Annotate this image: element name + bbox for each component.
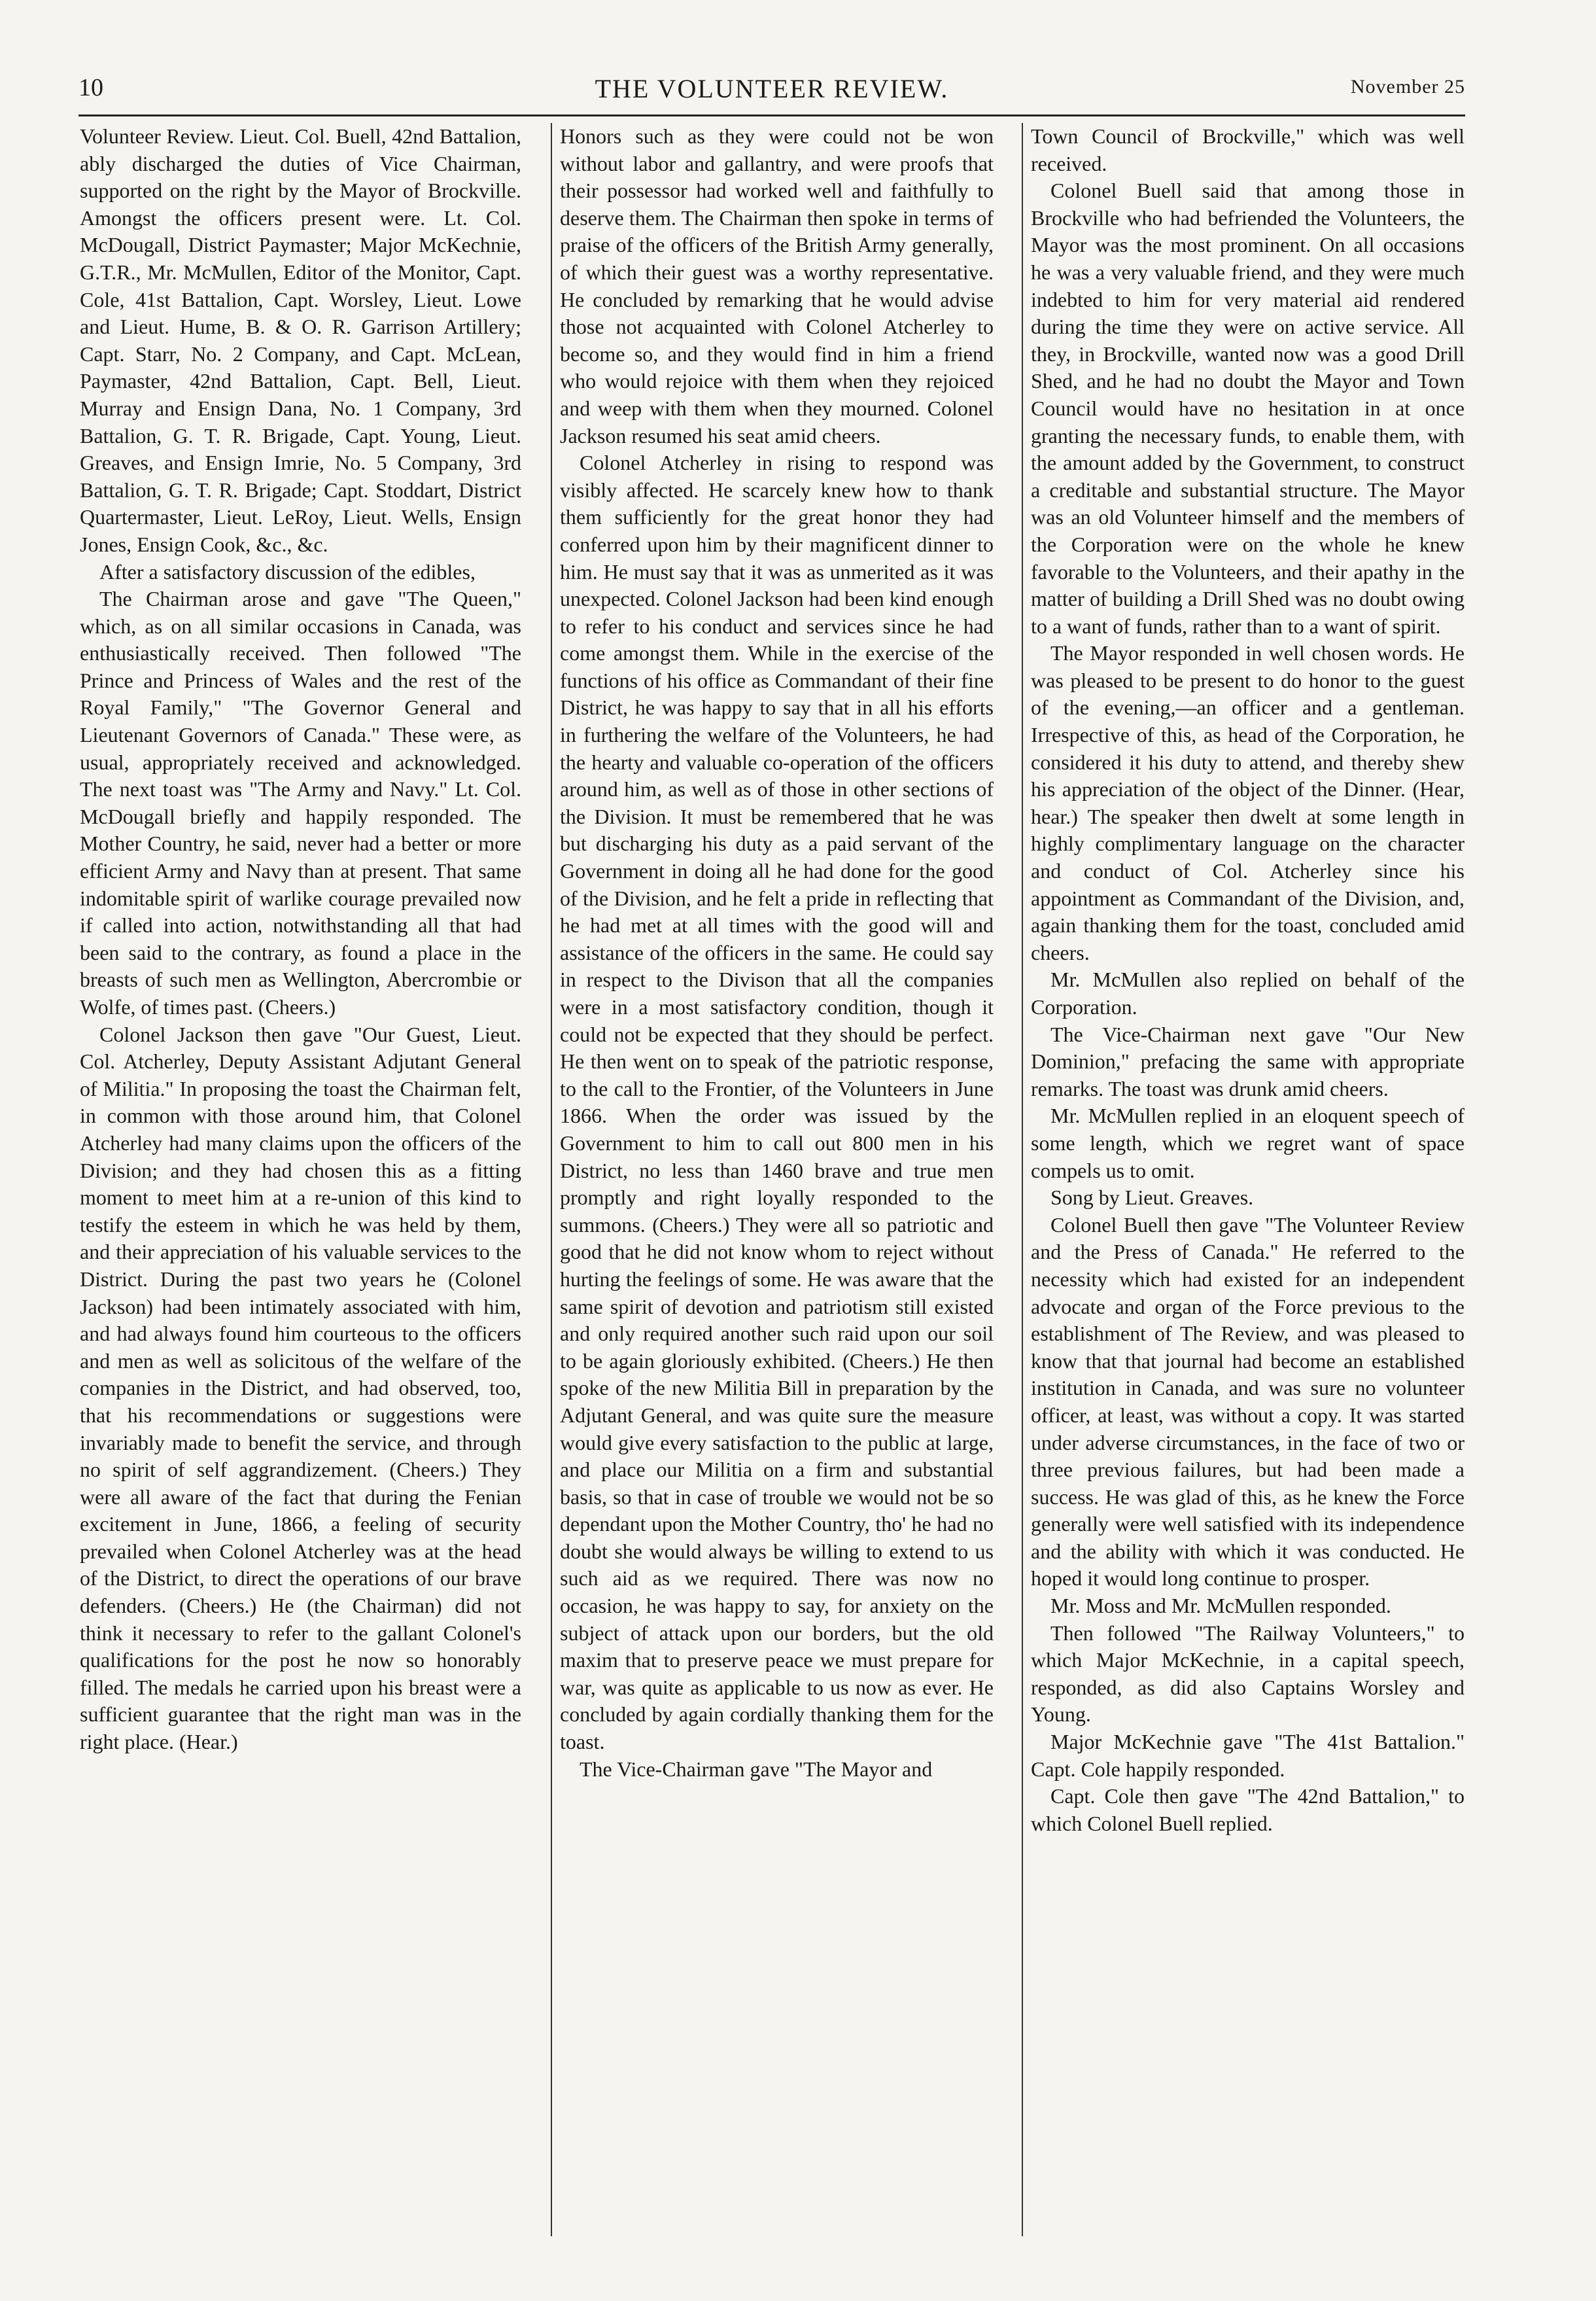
article-paragraph: Then followed "The Railway Volunteers," to which Major McKechnie, in a capital speech, responded, as did also Captains Worsley and Young. [1031,1621,1465,1727]
page-number: 10 [78,74,103,101]
article-paragraph: Mr. Moss and Mr. McMullen responded. [1050,1594,1391,1618]
article-paragraph: The Vice-Chairman next gave "Our New Dominion," prefacing the same with appropriate remarks. The toast was drunk amid cheers. [1031,1022,1465,1100]
header-rule [78,114,1465,116]
issue-date: November 25 [1350,76,1465,97]
article-paragraph: Colonel Jackson then gave "Our Guest, Lieut. Col. Atcherley, Deputy Assistant Adjutant General of Militia." In proposing the toast the Chairman felt, in common with those around him, that Colonel Atcherley had many claims upon the officers of the Division; and they had chosen this as a fitting moment to meet him at a re-union of this kind to testify the esteem in which he was held by them, and their appreciation of his valuable services to the District. During the past two years he (Colonel Jackson) had been intimately associated with him, and had always found him courteous to the officers and men as well as solicitous of the welfare of the companies in the District, and had observed, too, that his recommendations or suggestions were invariably made to benefit the service, and through no spirit of self aggrandizement. (Cheers.) They were all aware of the fact that during the Fenian excitement in June, 1866, a feeling of security prevailed when Colonel Atcherley was at the head of the District, to direct the operations of our brave defenders. (Cheers.) He (the Chairman) did not think it necessary to refer to the gallant Colonel's qualifications for the post he now so honorably filled. The medals he carried upon his breast were a sufficient guarantee that the right man was in the right place. (Hear.) [80,1022,521,1754]
article-paragraph: After a satisfactory discussion of the edibles, [99,559,476,584]
page-header [78,73,1465,113]
article-paragraph: The Vice-Chairman gave "The Mayor and [580,1757,933,1781]
article-column-3 [1022,123,1465,2236]
newspaper-title: THE VOLUNTEER REVIEW. [595,74,949,103]
article-paragraph: Song by Lieut. Greaves. [1050,1186,1254,1210]
article-paragraph: Capt. Cole then gave "The 42nd Battalion," to which Colonel Buell replied. [1031,1784,1465,1835]
article-paragraph: The Chairman arose and gave "The Queen," which, as on all similar occasions in Canada, was enthusiastically received. Then followed "The Prince and Princess of Wales and the rest of the Royal Family," "The Governor General and Lieutenant Governors of Canada." These were, as usual, appropriately received and acknowledged. The next toast was "The Army and Navy." Lt. Col. McDougall briefly and happily responded. The Mother Country, he said, never had a better or more efficient Army and Navy than at present. That same indomitable spirit of warlike courage prevailed now if called into action, notwithstanding all that had been said to the contrary, as found a place in the breasts of such men as Wellington, Abercrombie or Wolfe, of times past. (Cheers.) [80,587,521,1019]
article-paragraph: Honors such as they were could not be won without labor and gallantry, and were proofs that their possessor had worked well and faithfully to deserve them. The Chairman then spoke in terms of praise of the officers of the British Army generally, of which their guest was a worthy representative. He concluded by remarking that he would advise those not acquainted with Colonel Atcherley to become so, and they would find in him a friend who would rejoice with them when they rejoiced and weep with them when they mourned. Colonel Jackson resumed his seat amid cheers. [560,124,994,448]
article-column-2 [551,123,994,2236]
article-column-1 [80,123,521,2236]
article-paragraph: Colonel Buell then gave "The Volunteer Review and the Press of Canada." He referred to the necessity which had existed for an independent advocate and organ of the Force previous to the establishment of The Review, and was pleased to know that that journal had become an established institution in Canada, and was sure no volunteer officer, at least, was without a copy. It was started under adverse circumstances, in the face of two or three previous failures, but had been made a success. He was glad of this, as he knew the Force generally were well satisfied with its independence and the ability with which it was conducted. He hoped it would long continue to prosper. [1031,1212,1465,1590]
article-paragraph: The Mayor responded in well chosen words. He was pleased to be present to do honor to the guest of the evening,—an officer and a gentleman. Irrespective of this, as head of the Corporation, he considered it his duty to attend, and thereby shew his appreciation of the object of the Dinner. (Hear, hear.) The speaker then dwelt at some length in highly complimentary language on the character and conduct of Col. Atcherley since his appointment as Commandant of the Division, and, again thanking them for the toast, concluded amid cheers. [1031,641,1465,964]
article-paragraph: Mr. McMullen also replied on behalf of the Corporation. [1031,968,1465,1019]
article-paragraph: Colonel Buell said that among those in Brockville who had befriended the Volunteers, the Mayor was the most prominent. On all occasions he was a very valuable friend, and they were much indebted to him for very material aid rendered during the time they were on active service. All they, in Brockville, wanted now was a good Drill Shed, and he had no doubt the Mayor and Town Council would have no hesitation in at once granting the necessary funds, to enable them, with the amount added by the Government, to construct a creditable and substantial structure. The Mayor was an old Volunteer himself and the members of the Corporation were on the whole he knew favorable to the Volunteers, and their apathy in the matter of building a Drill Shed was no doubt owing to a want of funds, rather than to a want of spirit. [1031,179,1465,638]
article-paragraph: Colonel Atcherley in rising to respond was visibly affected. He scarcely knew how to thank them sufficiently for the great honor they had conferred upon him by their magnificent dinner to him. He must say that it was as unmerited as it was unexpected. Colonel Jackson had been kind enough to refer to his conduct and services since he had come amongst them. While in the exercise of the functions of his office as Commandant of their fine District, he was happy to say that in all his efforts in furthering the welfare of the Volunteers, he had the hearty and valuable co-operation of the officers around him, as well as of those in other sections of the Division. It must be remembered that he was but discharging his duty as a paid servant of the Government in doing all he had done for the good of the Division, and he felt a pride in reflecting that he had met at all times with the good will and assistance of the officers in the same. He could say in respect to the Divison that all the companies were in a most satisfactory condition, though it could not be expected that they should be perfect. He then went on to speak of the patriotic response, to the call to the Frontier, of the Volunteers in June 1866. When the order was issued by the Government to him to call out 800 men in his District, no less than 1460 brave and true men promptly and right loyally responded to the summons. (Cheers.) They were all so patriotic and good that he did not know whom to reject without hurting the feelings of some. He was aware that the same spirit of devotion and patriotism still existed and only required another such raid upon our soil to be again gloriously exhibited. (Cheers.) He then spoke of the new Militia Bill in preparation by the Adjutant General, and was quite sure the measure would give every satisfaction to the public at large, and place our Militia on a firm and substantial basis, so that in case of trouble we would not be so dependant upon the Mother Country, tho' he had no doubt she would always be willing to extend to us such aid as we required. There was now no occasion, he was happy to say, for anxiety on the subject of attack upon our borders, but the old maxim that to preserve peace we must prepare for war, was quite as applicable to us now as ever. He concluded by again cordially thanking them for the toast. [560,451,994,1754]
article-paragraph: Major McKechnie gave "The 41st Battalion." Capt. Cole happily responded. [1031,1730,1465,1781]
article-paragraph: Town Council of Brockville," which was well received. [1031,124,1465,175]
article-paragraph: Mr. McMullen replied in an eloquent speech of some length, which we regret want of space compels us to omit. [1031,1104,1465,1182]
article-paragraph: Volunteer Review. Lieut. Col. Buell, 42nd Battalion, ably discharged the duties of Vice Chairman, supported on the right by the Mayor of Brockville. Amongst the officers present were. Lt. Col. McDougall, District Paymaster; Major McKechnie, G.T.R., Mr. McMullen, Editor of the Monitor, Capt. Cole, 41st Battalion, Capt. Worsley, Lieut. Lowe and Lieut. Hume, B. & O. R. Garrison Artillery; Capt. Starr, No. 2 Company, and Capt. McLean, Paymaster, 42nd Battalion, Capt. Bell, Lieut. Murray and Ensign Dana, No. 1 Company, 3rd Battalion, G. T. R. Brigade, Capt. Young, Lieut. Greaves, and Ensign Imrie, No. 5 Company, 3rd Battalion, G. T. R. Brigade; Capt. Stoddart, District Quartermaster, Lieut. LeRoy, Lieut. Wells, Ensign Jones, Ensign Cook, &c., &c. [80,124,521,556]
